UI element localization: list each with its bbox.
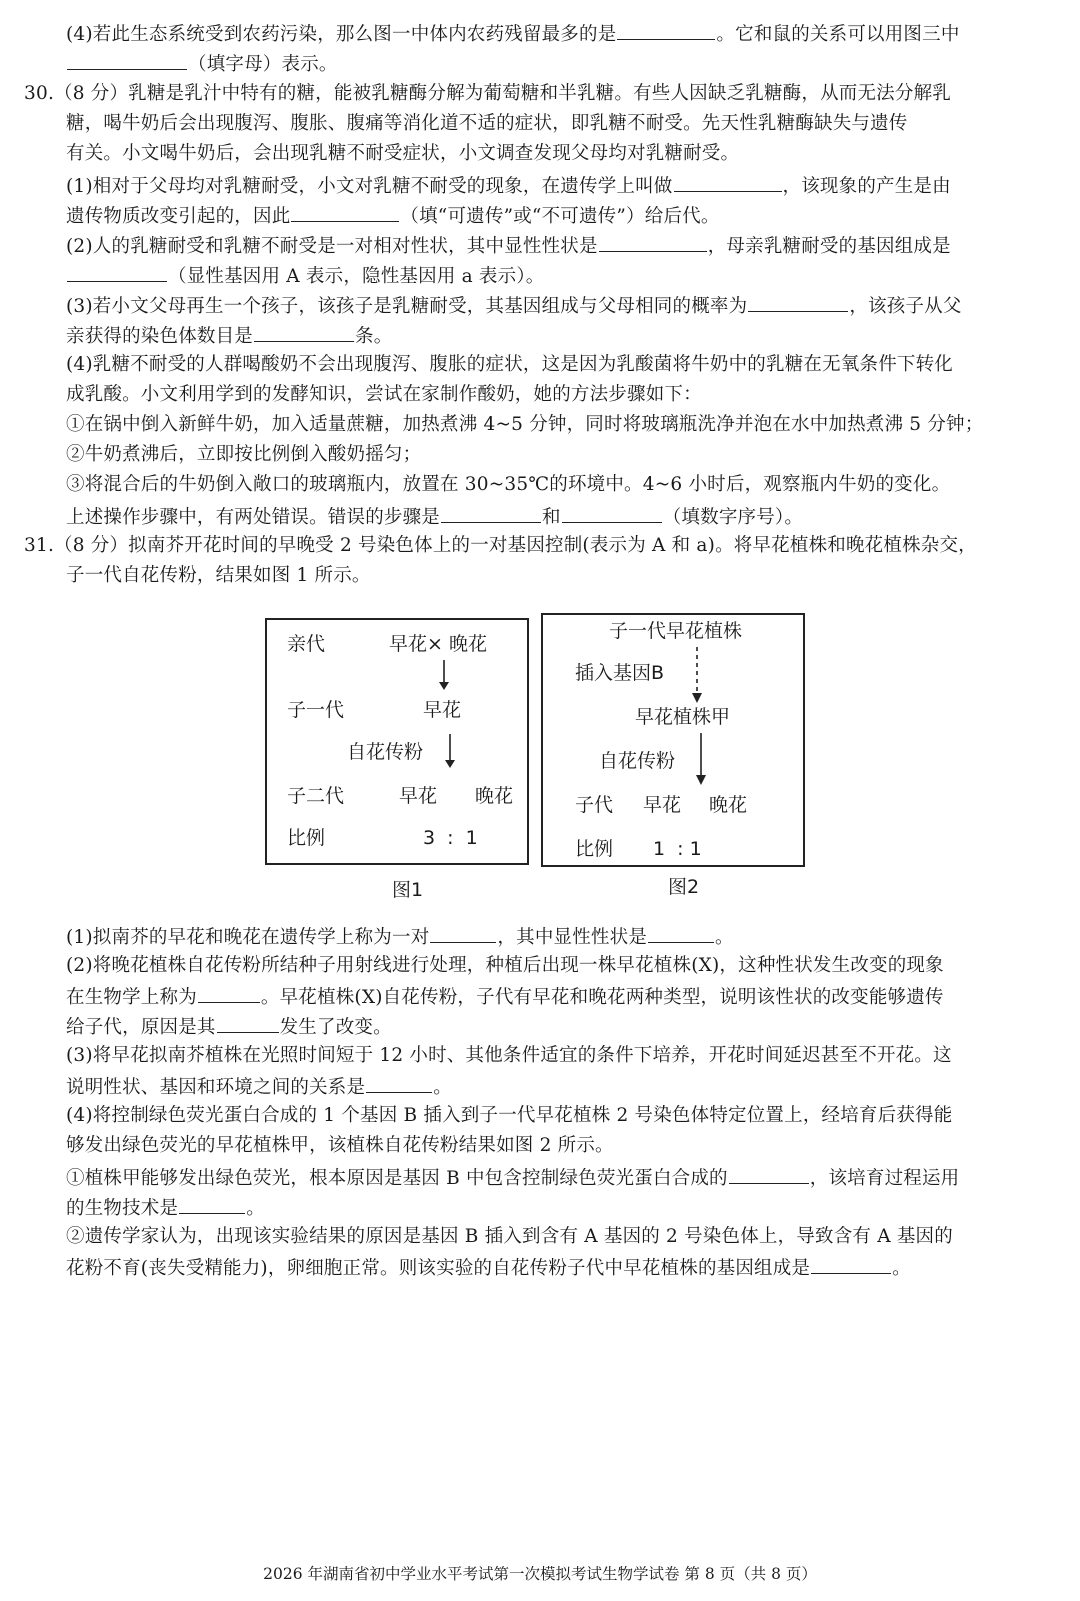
- fig1-parent-cross: 早花× 晚花: [389, 633, 487, 655]
- question-number: 31.: [24, 535, 55, 556]
- fig1-ratio-label: 比例: [287, 827, 326, 849]
- answer-blank[interactable]: [179, 1194, 245, 1214]
- fig1-f1-label: 子一代: [287, 699, 345, 721]
- q30-line2: 糖，喝牛奶后会出现腹泻、腹胀、腹痛等消化道不适的症状，即乳糖不耐受。先天性乳糖酶缺失与遗传: [66, 113, 908, 134]
- fig1-ratio-value: 3 : 1: [423, 827, 478, 849]
- down-arrow-icon: [445, 734, 455, 768]
- answer-blank[interactable]: [811, 1254, 891, 1274]
- q31-sub2-line2: 在生物学上称为 。早花植株(X)自花传粉，子代有早花和晚花两种类型，说明该性状的改变能够遗传: [66, 983, 944, 1011]
- fig1-f2-label: 子二代: [287, 785, 345, 807]
- answer-blank[interactable]: [67, 50, 187, 70]
- q31-sub2-line1: (2)将晚花植株自花传粉所结种子用射线进行处理，种植后出现一株早花植株(X)，这种性状发生改变的现象: [66, 955, 944, 976]
- answer-blank[interactable]: [748, 292, 848, 312]
- answer-blank[interactable]: [617, 20, 715, 40]
- q29-part4-line1: (4)若此生态系统受到农药污染，那么图一中体内农药残留最多的是 。它和鼠的关系可以用图三中: [66, 20, 960, 48]
- figure-1-caption: 图1: [392, 879, 424, 901]
- q30-sub1-line2: 遗传物质改变引起的，因此 （填“可遗传”或“不可遗传”）给后代。: [66, 202, 720, 230]
- q30-sub2-line1: (2)人的乳糖耐受和乳糖不耐受是一对相对性状，其中显性性状是 ，母亲乳糖耐受的基因组成是: [66, 232, 951, 260]
- fig1-f2-late: 晚花: [475, 785, 514, 807]
- q31-sub4-line4: 的生物技术是 。: [66, 1194, 265, 1222]
- fig1-selfing: 自花传粉: [347, 741, 424, 763]
- answer-blank[interactable]: [67, 262, 167, 282]
- q31-sub3-line2: 说明性状、基因和环境之间的关系是 。: [66, 1073, 452, 1101]
- q30-sub4-line1: (4)乳糖不耐受的人群喝酸奶不会出现腹泻、腹胀的症状，这是因为乳酸菌将牛奶中的乳糖在无氧条件下转化: [66, 354, 954, 375]
- q31-sub4-line5: ②遗传学家认为，出现该实验结果的原因是基因 B 插入到含有 A 基因的 2 号染色体上，导致含有 A 基因的: [66, 1226, 953, 1247]
- fig2-top: 子一代早花植株: [609, 620, 743, 642]
- answer-blank[interactable]: [430, 923, 496, 943]
- q29-part4-line2: （填字母）表示。: [66, 50, 338, 78]
- answer-blank[interactable]: [217, 1013, 279, 1033]
- fig2-ratio-value: 1 : 1: [653, 838, 702, 860]
- down-arrow-icon: [696, 733, 706, 785]
- answer-blank[interactable]: [599, 232, 707, 252]
- answer-blank[interactable]: [441, 503, 541, 523]
- q30-sub4-line2: 成乳酸。小文利用学到的发酵知识，尝试在家制作酸奶，她的方法步骤如下：: [66, 384, 702, 405]
- answer-blank[interactable]: [366, 1073, 432, 1093]
- figure-1: [265, 618, 529, 865]
- q30-sub3-line1: (3)若小文父母再生一个孩子，该孩子是乳糖耐受，其基因组成与父母相同的概率为 ，该孩子从父: [66, 292, 962, 320]
- q31-line1: 31.（8 分）拟南芥开花时间的早晚受 2 号染色体上的一对基因控制(表示为 A 和 a)。将早花植株和晚花植株杂交，: [24, 535, 977, 556]
- fig1-f2-early: 早花: [399, 785, 438, 807]
- page-footer: 2026 年湖南省初中学业水平考试第一次模拟考试生物学试卷 第 8 页（共 8 页）: [263, 1565, 817, 1583]
- fig2-offspring-label: 子代: [575, 794, 614, 816]
- q31-sub1: (1)拟南芥的早花和晚花在遗传学上称为一对 ，其中显性性状是 。: [66, 923, 734, 951]
- q31-line2: 子一代自花传粉，结果如图 1 所示。: [66, 565, 371, 586]
- q31-sub3-line1: (3)将早花拟南芥植株在光照时间短于 12 小时、其他条件适宜的条件下培养，开花时间延迟甚至不开花。这: [66, 1045, 952, 1066]
- fig2-plant-a: 早花植株甲: [635, 706, 731, 728]
- q30-line1: 30.（8 分）乳糖是乳汁中特有的糖，能被乳糖酶分解为葡萄糖和半乳糖。有些人因缺乏乳糖酶，从而无法分解乳: [24, 83, 951, 104]
- answer-blank[interactable]: [562, 503, 662, 523]
- answer-blank[interactable]: [648, 923, 714, 943]
- fig2-ratio-label: 比例: [575, 838, 614, 860]
- fig2-selfing: 自花传粉: [599, 750, 676, 772]
- fig2-late: 晚花: [709, 794, 748, 816]
- q31-sub4-line1: (4)将控制绿色荧光蛋白合成的 1 个基因 B 插入到子一代早花植株 2 号染色体特定位置上，经培育后获得能: [66, 1105, 953, 1126]
- answer-blank[interactable]: [674, 172, 782, 192]
- figure-2: [541, 613, 805, 867]
- q30-sub4-line3: 上述操作步骤中，有两处错误。错误的步骤是 和 （填数字序号）。: [66, 503, 803, 531]
- answer-blank[interactable]: [291, 202, 399, 222]
- q30-sub3-line2: 亲获得的染色体数目是 条。: [66, 322, 392, 350]
- answer-blank[interactable]: [729, 1164, 809, 1184]
- q30-sub1-line1: (1)相对于父母均对乳糖耐受，小文对乳糖不耐受的现象，在遗传学上叫做 ，该现象的产生是由: [66, 172, 951, 200]
- figure-2-caption: 图2: [668, 876, 700, 898]
- q30-step2: ②牛奶煮沸后，立即按比例倒入酸奶摇匀；: [66, 444, 422, 465]
- fig2-insert-gene: 插入基因B: [575, 662, 665, 684]
- q31-sub2-line3: 给子代，原因是其 发生了改变。: [66, 1013, 392, 1041]
- q31-sub4-line6: 花粉不育(丧失受精能力)，卵细胞正常。则该实验的自花传粉子代中早花植株的基因组成是 。: [66, 1254, 911, 1282]
- question-number: 30.: [24, 83, 55, 104]
- dashed-down-arrow-icon: [692, 647, 702, 703]
- answer-blank[interactable]: [198, 983, 260, 1003]
- q30-sub2-line2: （显性基因用 A 表示，隐性基因用 a 表示）。: [66, 262, 544, 290]
- q30-line3: 有关。小文喝牛奶后，会出现乳糖不耐受症状，小文调查发现父母均对乳糖耐受。: [66, 143, 740, 164]
- down-arrow-icon: [439, 660, 449, 690]
- fig1-parent-label: 亲代: [287, 633, 326, 655]
- q30-step3: ③将混合后的牛奶倒入敞口的玻璃瓶内，放置在 30~35℃的环境中。4~6 小时后，观察瓶内牛奶的变化。: [66, 474, 951, 495]
- fig1-f1-value: 早花: [423, 699, 462, 721]
- answer-blank[interactable]: [254, 322, 354, 342]
- fig2-early: 早花: [643, 794, 682, 816]
- q31-sub4-line3: ①植株甲能够发出绿色荧光，根本原因是基因 B 中包含控制绿色荧光蛋白合成的 ，该培育过程运用: [66, 1164, 959, 1192]
- q30-step1: ①在锅中倒入新鲜牛奶，加入适量蔗糖，加热煮沸 4~5 分钟，同时将玻璃瓶洗净并泡在水中加热煮沸 5 分钟；: [66, 414, 984, 435]
- q31-sub4-line2: 够发出绿色荧光的早花植株甲，该植株自花传粉结果如图 2 所示。: [66, 1135, 614, 1156]
